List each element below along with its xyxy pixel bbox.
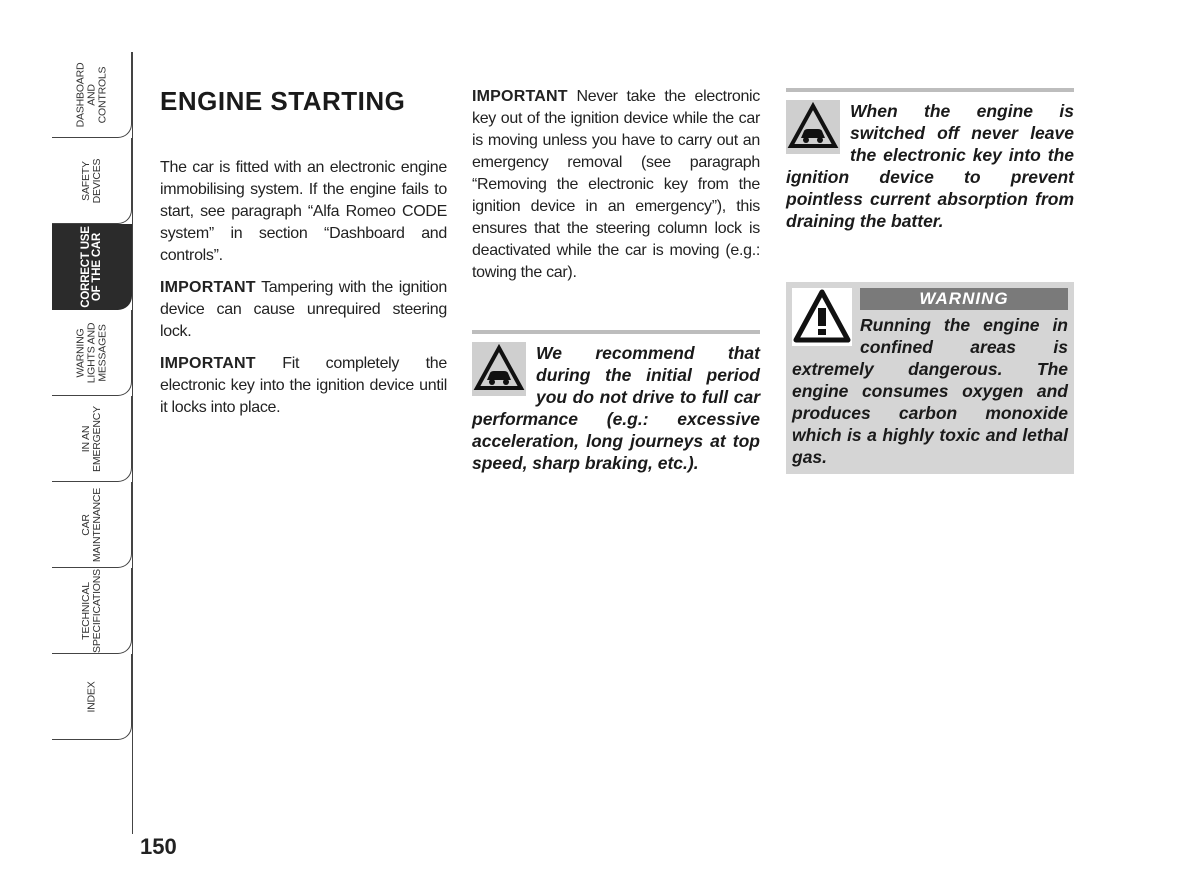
tab-in-an-emergency[interactable] <box>52 396 132 482</box>
warning-text: Running the engine in confined areas is extremely dangerous. The engine consumes oxygen and produces carbon monoxide which is a highly toxic and lethal gas. <box>792 315 1068 467</box>
intro-paragraph: The car is fitted with an electronic engine immobilising system. If the engine fails to start, see paragraph “Alfa Romeo CODE system” in section “Dashboard and controls”. <box>160 159 447 264</box>
page-number: 150 <box>140 834 177 859</box>
tab-car-maintenance[interactable] <box>52 482 132 568</box>
tab-warning-lights-and-messages[interactable] <box>52 310 132 396</box>
important-label: IMPORTANT <box>160 279 256 296</box>
key-left-note <box>786 88 1074 232</box>
car-triangle-icon <box>472 342 526 396</box>
tab-label: SAFETY DEVICES <box>80 158 103 204</box>
tab-label: CAR MAINTENANCE <box>80 487 103 563</box>
tab-technical-specifications[interactable] <box>52 568 132 654</box>
section-title: ENGINE STARTING <box>160 86 406 116</box>
column-key-removal <box>472 86 760 474</box>
important-label: IMPORTANT <box>472 88 568 105</box>
tab-spine <box>132 52 133 834</box>
important-label: IMPORTANT <box>160 355 256 372</box>
tab-index[interactable] <box>52 654 132 740</box>
warning-triangle-icon <box>792 288 852 346</box>
tab-label: INDEX <box>85 681 98 713</box>
warning-title: WARNING <box>860 288 1068 310</box>
note-text: When the engine is switched off never leave the electronic key into the ignition device to prevent pointless current absorption from draining the batter. <box>786 101 1074 231</box>
tab-correct-use-of-the-car[interactable] <box>52 224 132 310</box>
tab-label: WARNING LIGHTS AND MESSAGES <box>74 322 109 384</box>
running-in-note <box>472 330 760 474</box>
important-text: Tampering with the ignition device can cause unrequired steering lock. <box>160 279 447 340</box>
tab-label: IN AN EMERGENCY <box>80 406 103 472</box>
tab-dashboard-and-controls[interactable] <box>52 52 132 138</box>
important-paragraph <box>472 86 760 284</box>
tab-label: DASHBOARD AND CONTROLS <box>74 62 109 128</box>
tab-safety-devices[interactable] <box>52 138 132 224</box>
note-text: We recommend that during the initial period you do not drive to full car performance (e.g.: excessive acceleration, long journeys at top speed, sharp braking, etc.). <box>472 343 760 473</box>
car-triangle-icon <box>786 100 840 154</box>
important-text: Fit completely the electronic key into the ignition device until it locks into place. <box>160 355 447 416</box>
important-text: Never take the electronic key out of the ignition device while the car is moving unless you have to carry out an emergency removal (see paragraph “Removing the electronic key from the ignition device in an emergency”), this ensures that the steering column lock is deactivated while the car is moving (e.g.: towing the car). <box>472 88 760 281</box>
column-engine-starting <box>160 86 447 429</box>
tab-label: CORRECT USE OF THE CAR <box>80 226 103 308</box>
important-paragraph <box>160 277 447 343</box>
warning-box <box>786 282 1074 474</box>
section-tabs <box>52 52 177 859</box>
important-paragraph <box>160 353 447 419</box>
tab-label: TECHNICAL SPECIFICATIONS <box>80 569 103 653</box>
column-notes <box>786 88 1074 474</box>
